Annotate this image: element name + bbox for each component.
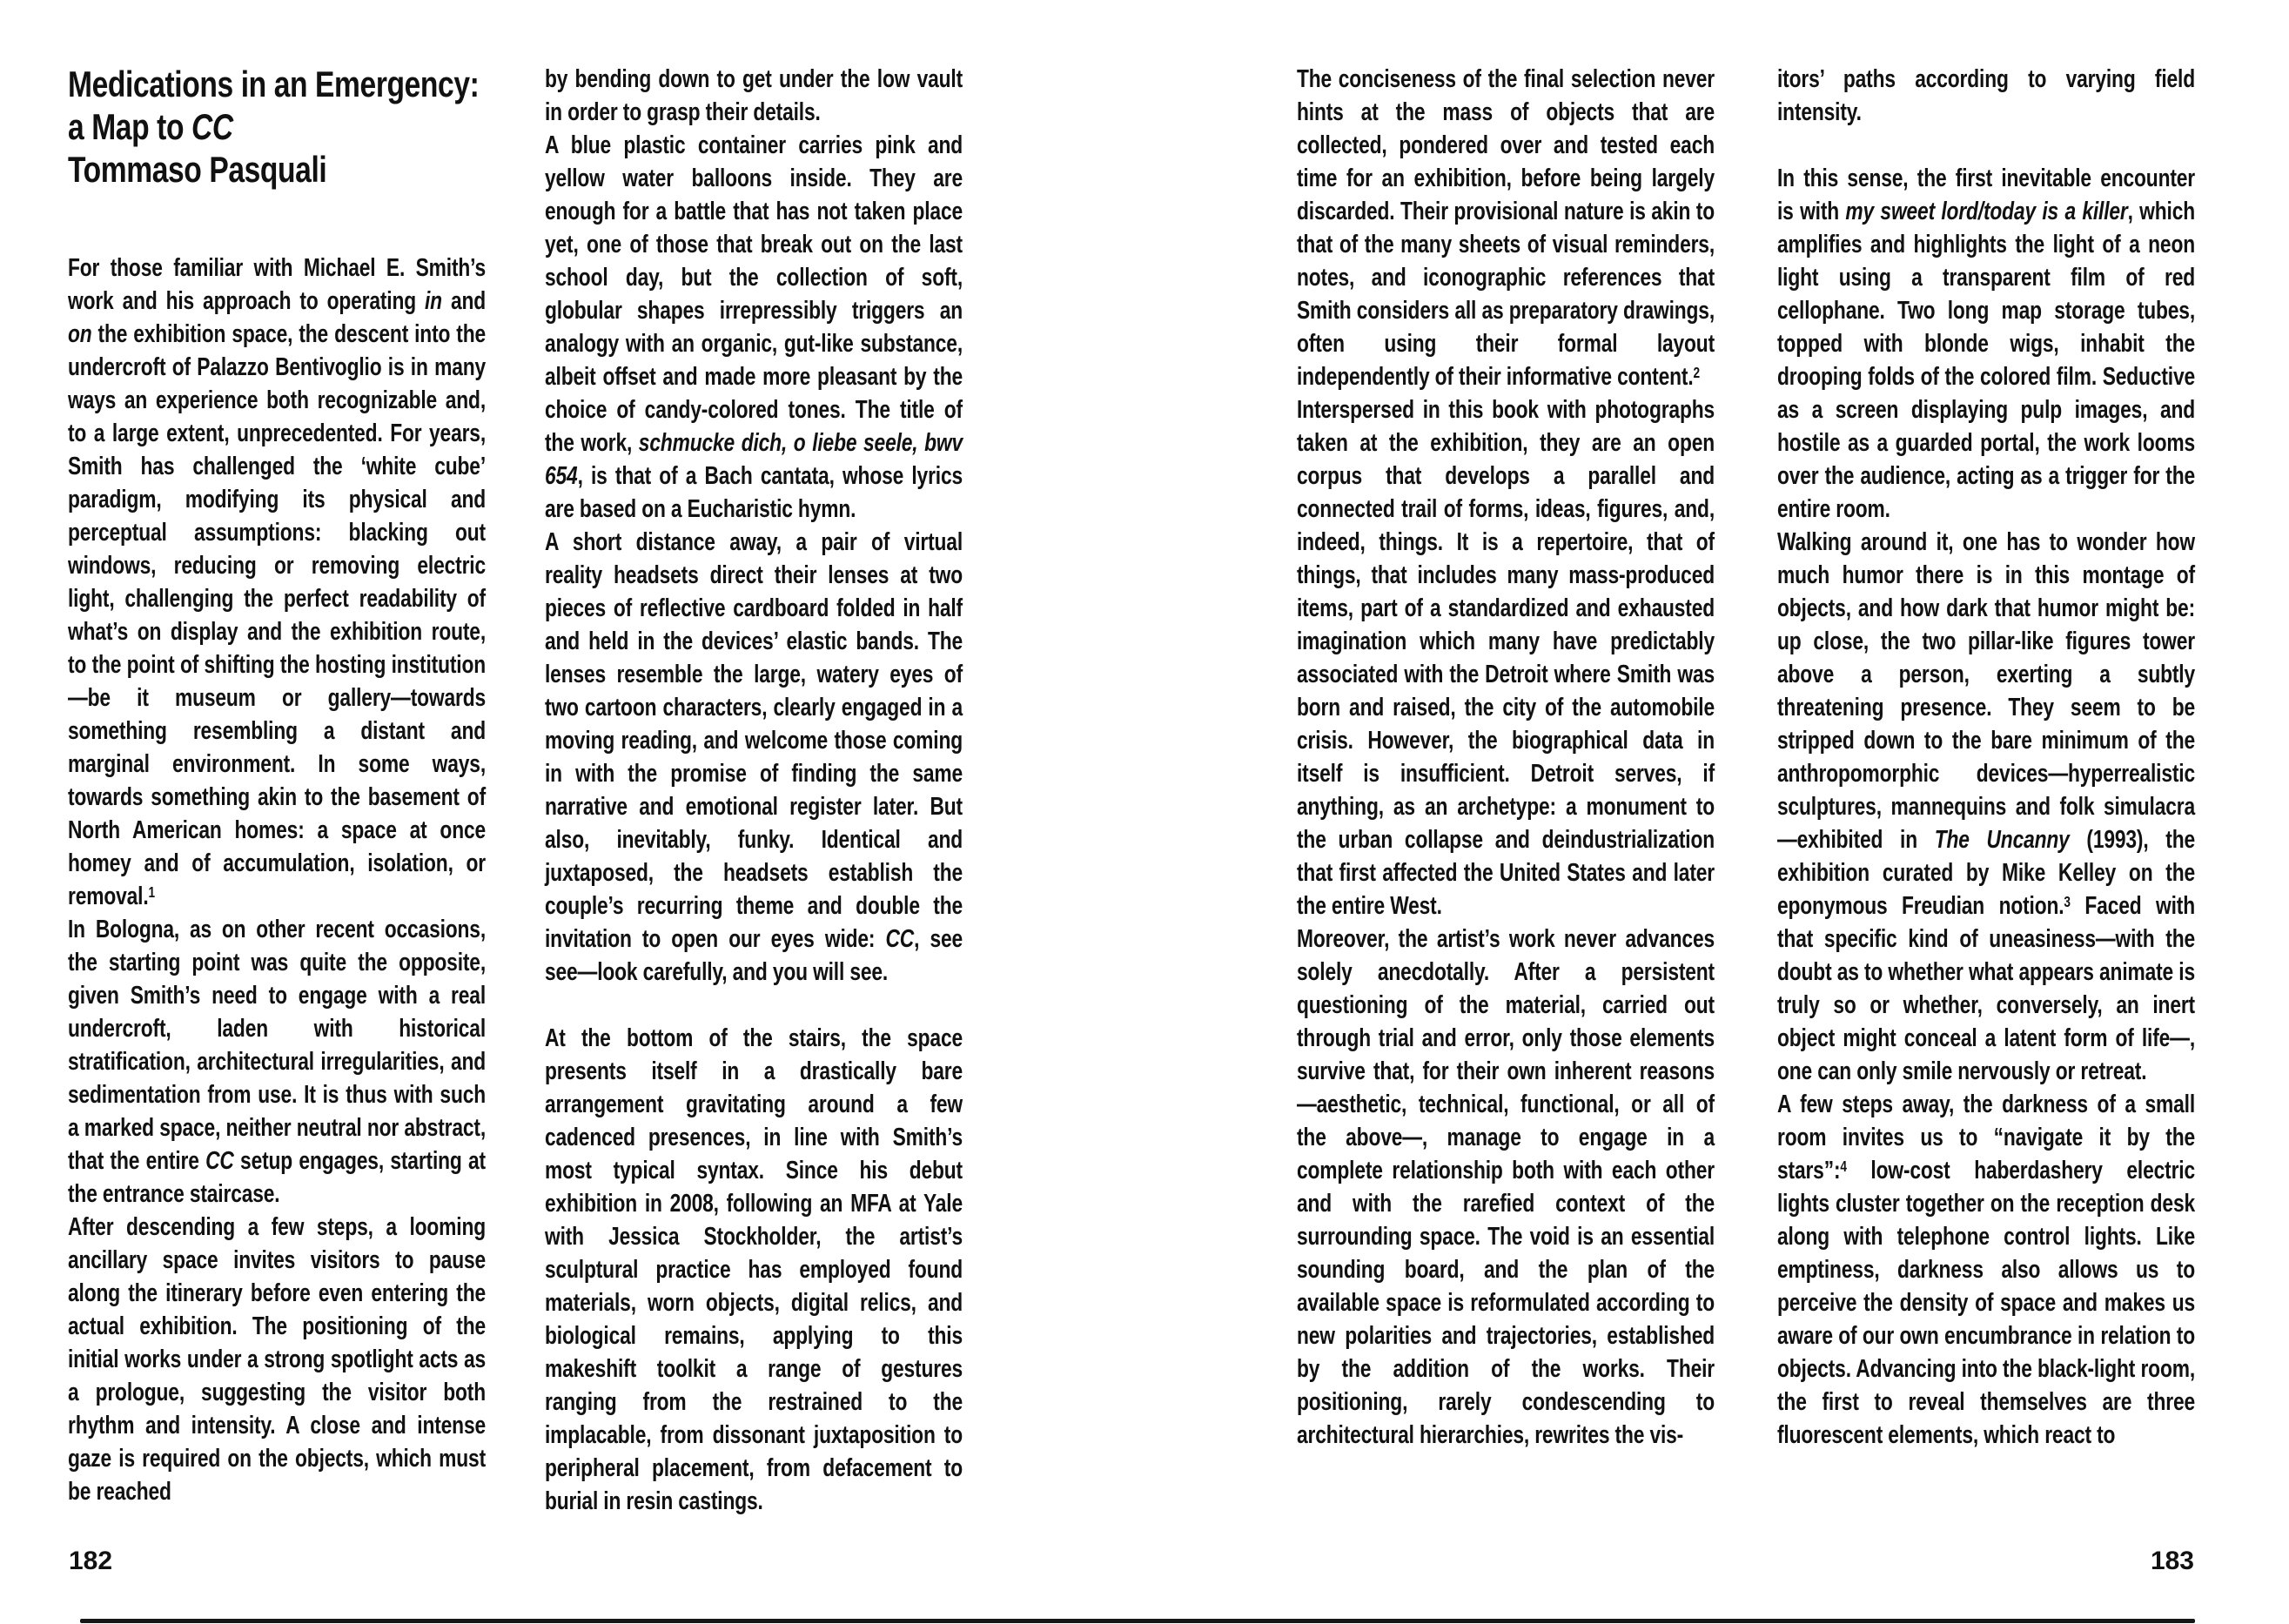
page-number-left: 182: [69, 1547, 113, 1575]
paragraph: For those familiar with Michael E. Smith’s work and his approach to operating in and on the exhibition space, the descent into the undercroft of Palazzo Bentivoglio is in many ways an experience both recognizable and, to a large extent, unprecedented. For years, Smith has challenged the ‘white cube’ paradigm, modifying its physical and perceptual assumptions: blacking out windows, reducing or removing electric light, challenging the perfect readability of what’s on display and the exhibition route, to the point of shifting the hosting institution—be it museum or gallery—towards something resembling a distant and marginal environment. In some ways, towards something akin to the basement of North American homes: a space at once homey and of accumulation, isolation, or removal.$^1$: [68, 254, 486, 910]
column-text-1: [68, 252, 486, 1508]
article-author: Tommaso Pasquali: [68, 149, 327, 190]
page-number-right: 183: [2150, 1547, 2194, 1575]
column-text-2: [545, 63, 963, 1518]
paragraph: itors’ paths according to varying field intensity.: [1777, 65, 2195, 126]
paragraph: A short distance away, a pair of virtual reality headsets direct their lenses at two pieces of reflective cardboard folded in half and held in the devices’ elastic bands. The lenses resemble the large, watery eyes of two cartoon characters, clearly engaged in a moving reading, and welcome those coming in with the promise of finding the same narrative and emotional register later. But also, inevitably, funky. Identical and juxtaposed, the headsets establish the couple’s recurring theme and double the invitation to open our eyes wide: CC, see see—look carefully, and you will see.: [545, 528, 963, 986]
paragraph: The conciseness of the final selection never hints at the mass of objects that are collected, pondered over and tested each time for an exhibition, before being largely discarded. Their provisional nature is akin to that of the many sheets of visual reminders, notes, and iconographic references that Smith considers all as preparatory drawings, often using their formal layout independently of their informative content.$^2$: [1297, 65, 1715, 391]
paragraph: After descending a few steps, a looming ancillary space invites visitors to pause along the itinerary before even entering the actual exhibition. The positioning of the initial works under a strong spotlight acts as a prologue, suggesting the visitor both rhythm and intensity. A close and intense gaze is required on the objects, which must be reached: [68, 1213, 486, 1506]
paragraph: by bending down to get under the low vault in order to grasp their details.: [545, 65, 963, 126]
paragraph: Medications in an Emergency:: [68, 64, 480, 104]
paragraph: Interspersed in this book with photographs taken at the exhibition, they are an open corpus that develops a parallel and connected trail of forms, ideas, figures, and, indeed, things. It is a repertoire, that of things, that includes many mass-produced items, part of a standardized and exhausted imagination which many have predictably associated with the Detroit where Smith was born and raised, the city of the automobile crisis. However, the biographical data in itself is insufficient. Detroit serves, if anything, as an archetype: a monument to the urban collapse and deindustrialization that first affected the United States and later the entire West.: [1297, 396, 1715, 920]
left-page-column-1: [68, 63, 486, 1508]
page-bottom-edge: [80, 1619, 2195, 1623]
paragraph: A blue plastic container carries pink and yellow water balloons inside. They are enough for a battle that has not taken place yet, one of those that break out on the last school day, but the collection of soft, globular shapes irrepressibly triggers an analogy with an organic, gut-like substance, albeit offset and made more pleasant by the choice of candy-colored tones. The title of the work, schmucke dich, o liebe seele, bwv 654, is that of a Bach cantata, whose lyrics are based on a Eucharistic hymn.: [545, 131, 963, 523]
article-header: [68, 63, 486, 191]
paragraph: Moreover, the artist’s work never advances solely anecdotally. After a persistent questioning of the material, carried out through trial and error, only those elements survive that, for their own inherent reasons—aesthetic, technical, functional, or all of the above—, manage to engage in a complete relationship both with each other and with the rarefied context of the surrounding space. The void is an essential sounding board, and the plan of the available space is reformulated according to new polarities and trajectories, established by the addition of the works. Their positioning, rarely condescending to architectural hierarchies, rewrites the vis-: [1297, 925, 1715, 1449]
paragraph: Walking around it, one has to wonder how much humor there is in this montage of objects, and how dark that humor might be: up close, the two pillar-like figures tower above a person, exerting a subtly threatening presence. They seem to be stripped down to the bare minimum of the anthropomorphic devices—hyperrealistic sculptures, mannequins and folk simulacra—exhibited in The Uncanny (1993), the exhibition curated by Mike Kelley on the eponymous Freudian notion.$^3$ Faced with that specific kind of uneasiness—with the doubt as to whether what appears animate is truly so or whether, conversely, an inert object might conceal a latent form of life—, one can only smile nervously or retreat.: [1777, 528, 2195, 1085]
left-page-column-2: [545, 63, 963, 1518]
right-page-column-2: [1777, 63, 2195, 1452]
column-text-4: [1777, 63, 2195, 1452]
article-title: [68, 63, 486, 148]
column-text-3: [1297, 63, 1715, 1452]
paragraph: At the bottom of the stairs, the space presents itself in a drastically bare arrangement gravitating around a few cadenced presences, in line with Smith’s most typical syntax. Since his debut exhibition in 2008, following an MFA at Yale with Jessica Stockholder, the artist’s sculptural practice has employed found materials, worn objects, digital relics, and biological remains, applying to this makeshift toolkit a range of gestures ranging from the restrained to the implacable, from dissonant juxtaposition to peripheral placement, from defacement to burial in resin castings.: [545, 1024, 963, 1515]
paragraph: A few steps away, the darkness of a small room invites us to “navigate it by the stars”:$^4$ low-cost haberdashery electric lights cluster together on the reception desk along with telephone control lights. Like emptiness, darkness also allows us to perceive the density of space and makes us aware of our own encumbrance in relation to objects. Advancing into the black-light room, the first to reveal themselves are three fluorescent elements, which react to: [1777, 1090, 2195, 1449]
right-page-column-1: [1297, 63, 1715, 1452]
paragraph: In this sense, the first inevitable encounter is with my sweet lord/today is a killer, which amplifies and highlights the light of a neon light using a transparent film of red cellophane. Two long map storage tubes, topped with blonde wigs, inhabit the drooping folds of the colored film. Seductive as a screen displaying pulp images, and hostile as a guarded portal, the work looms over the audience, acting as a trigger for the entire room.: [1777, 164, 2195, 523]
paragraph: a Map to CC: [68, 106, 233, 147]
paragraph: In Bologna, as on other recent occasions, the starting point was quite the opposite, given Smith’s need to engage with a real undercroft, laden with historical stratification, architectural irregularities, and sedimentation from use. It is thus with such a marked space, neither neutral nor abstract, that the entire CC setup engages, starting at the entrance staircase.: [68, 916, 486, 1208]
